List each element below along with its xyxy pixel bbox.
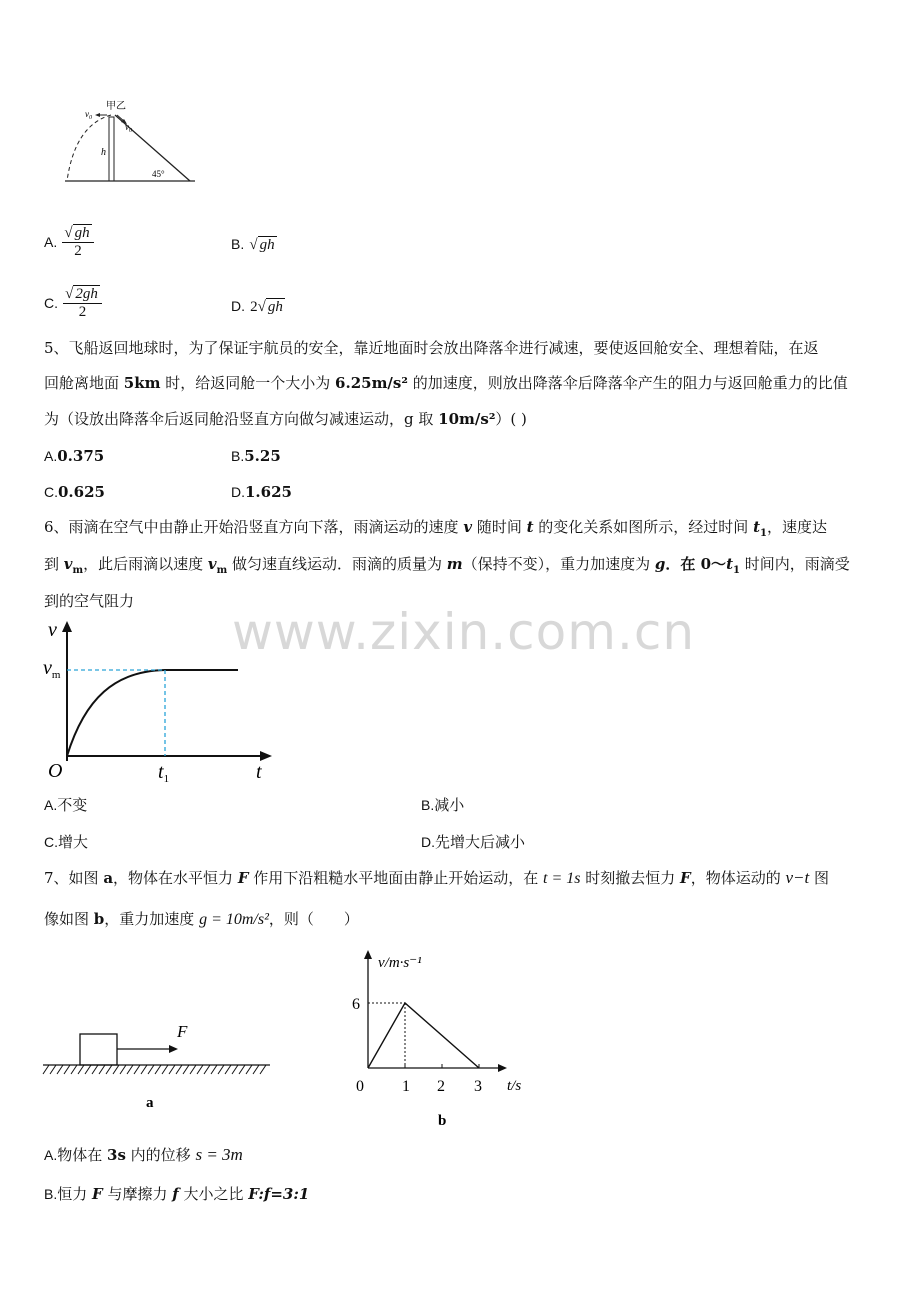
watermark: www.zixin.com.cn [232,603,696,661]
block [80,1034,117,1065]
caption-b: b [438,1113,447,1129]
y-axis-arrow [364,950,372,959]
x-tick-3: 3 [474,1078,482,1095]
fraction: $\frac{√ gh}{2}$ [62,224,93,260]
y-axis-label: v [48,619,57,641]
velocity-curve [67,670,238,756]
q7-figure-a [40,1015,280,1115]
q7-option-b: B.恒力 F 与摩擦力 f 大小之比 F:f=3:1 [44,1185,310,1203]
q5-option-d: D.1.625 [231,483,292,501]
q7-line-1: 7、如图 a，物体在水平恒力 F 作用下沿粗糙水平地面由静止开始运动，在 t = 1s 时刻撤去恒力 F，物体运动的 v−t 图 [44,868,830,887]
x-tick-1: 1 [402,1078,410,1095]
q5-option-c: C.0.625 [44,483,105,501]
q4-option-c: C. $\frac{√ 2gh}{2}$ [44,285,102,321]
q6-option-a: A.不变 [44,796,88,814]
x-axis-label: t/s [507,1078,522,1094]
q4-option-b: B. √ gh [231,236,275,253]
x-tick-2: 2 [437,1078,445,1095]
vm-label: $v_m$ [43,657,61,681]
q6-line-3: 到的空气阻力 [44,592,135,610]
v0-left-label: $v_0$ [85,109,92,121]
q7-line-2: 像如图 b，重力加速度 g = 10m/s²，则（ ） [44,910,359,928]
q5-option-b: B.5.25 [231,447,281,465]
y-axis-arrow [62,621,72,632]
caption-a: a [146,1095,154,1111]
q6-option-c: C.增大 [44,833,89,851]
x-axis-label: t [256,761,262,783]
ground-hatching [43,1065,266,1074]
q5-line-1: 5、飞船返回地球时，为了保证宇航员的安全，靠近地面时会放出降落伞进行减速，要使返回舱安全、理想着陆，在返 [44,339,819,357]
q4-option-a: A. $\frac{√ gh}{2}$ [44,224,94,260]
angle-label: 45° [152,169,165,179]
x-axis-arrow [260,751,272,761]
q6-option-d: D.先增大后减小 [421,833,526,851]
q5-option-a: A.0.375 [44,447,105,465]
h-label: h [101,147,106,158]
x-tick-0: 0 [356,1078,364,1095]
q5-line-2: 回舱离地面 5km 时，给返同舱一个大小为 6.25m/s² 的加速度，则放出降落伞后降落伞产生的阻力与返回舱重力的比值 [44,374,848,392]
velocity-line [368,1003,479,1068]
y-axis-label: v/m·s⁻¹ [378,955,422,971]
q6-line-2: 到 $v_m$，此后雨滴以速度 $v_m$ 做匀速直线运动．雨滴的质量为 m（保持不变），重力加速度为 g．在 $0\sim t_1$ 时间内，雨滴受 [44,555,850,576]
origin-label: O [48,760,63,782]
tower [109,117,114,181]
fraction: $\frac{√ 2gh}{2}$ [63,285,102,321]
jia-yi-label: 甲乙 [106,101,126,112]
q5-line-3: 为（设放出降落伞后返同舱沿竖直方向做匀减速运动，g 取 10m/s²）( ) [44,410,527,428]
q7-figure-b [340,943,540,1133]
y-tick-6: 6 [352,996,360,1013]
q4-option-d: D. 2√ gh [231,298,283,315]
t1-label: $t_1$ [158,761,170,783]
v0-right-label: $v_0$ [125,122,132,134]
q7-option-a: A.物体在 3s 内的位移 s = 3m [44,1145,243,1164]
x-axis-arrow [498,1064,507,1072]
projectile-figure [55,95,205,195]
force-label: F [177,1022,188,1041]
q6-line-1: 6、雨滴在空气中由静止开始沿竖直方向下落，雨滴运动的速度 v 随时间 t 的变化关系如图所示，经过时间 $t_1$，速度达 [44,518,827,539]
q6-option-b: B.减小 [421,796,465,814]
